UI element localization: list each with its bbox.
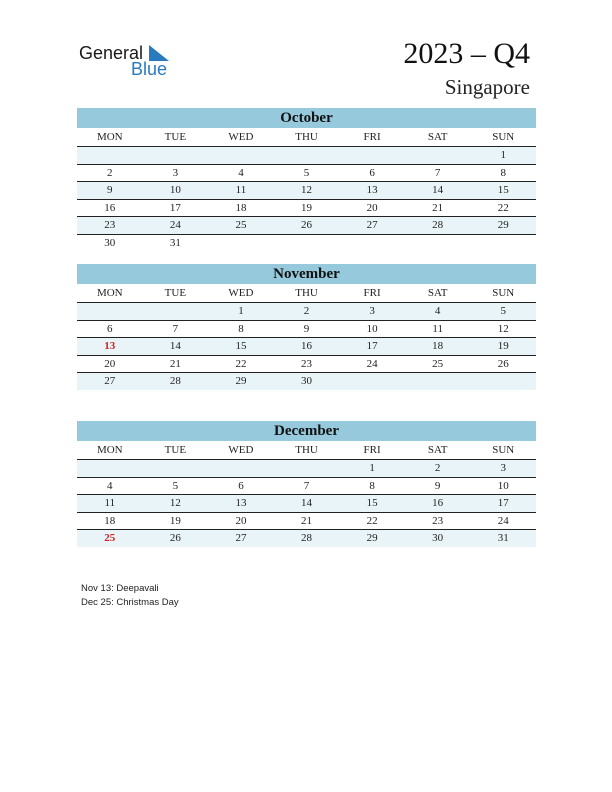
weekday-label: THU: [295, 131, 318, 143]
day-cell: 7: [172, 322, 179, 335]
week-row: [77, 530, 536, 547]
day-cell: 17: [169, 201, 181, 214]
weekday-label: SAT: [427, 131, 448, 143]
day-cell: 29: [235, 375, 247, 387]
day-cell: 28: [432, 219, 444, 231]
day-cell: 1: [238, 305, 244, 317]
day-cell: 19: [169, 514, 181, 527]
day-cell: 12: [301, 184, 313, 196]
day-cell: 26: [301, 219, 313, 231]
day-cell: 15: [497, 184, 509, 196]
month-december: [77, 421, 536, 547]
weekday-label: SUN: [492, 287, 515, 299]
day-cell: 17: [366, 340, 378, 352]
weekday-label: THU: [295, 444, 318, 456]
day-cell: 18: [432, 340, 444, 352]
day-cell: 16: [104, 201, 116, 214]
day-cell: 27: [366, 219, 378, 231]
day-cell: 9: [107, 184, 113, 196]
day-cell: 4: [434, 305, 441, 317]
page-title: 2023 – Q4: [403, 37, 530, 70]
day-cell: 2: [303, 305, 310, 317]
day-cell: 22: [235, 357, 247, 370]
day-cell: 17: [497, 497, 509, 509]
day-cell: 20: [235, 514, 247, 527]
day-cell: 25: [432, 357, 444, 370]
day-cell: 2: [107, 166, 113, 179]
day-cell: [274, 235, 340, 252]
day-cell: [77, 303, 143, 320]
day-cell: 3: [172, 166, 179, 179]
weekday-label: WED: [228, 444, 254, 456]
day-cell: 11: [235, 184, 247, 196]
month-header: November: [77, 264, 536, 284]
day-cell: 10: [169, 184, 181, 196]
day-cell: 31: [169, 236, 181, 249]
day-cell: 1: [500, 149, 506, 161]
day-cell: 25: [104, 532, 116, 544]
day-cell: 7: [434, 166, 441, 179]
day-cell: 13: [104, 340, 116, 352]
week-row: [77, 182, 536, 200]
month-october: [77, 108, 536, 251]
day-cell: [143, 303, 209, 320]
day-cell: 5: [303, 166, 310, 179]
holiday-notes: [81, 582, 179, 610]
day-cell: 14: [169, 340, 181, 352]
day-cell: 5: [500, 305, 506, 317]
week-row: [77, 217, 536, 235]
day-cell: 20: [366, 201, 378, 214]
day-cell: 27: [235, 532, 247, 544]
weekday-label: TUE: [164, 287, 187, 299]
day-cell: 11: [432, 322, 443, 335]
day-cell: 15: [366, 497, 378, 509]
day-cell: 6: [369, 166, 375, 179]
page-subtitle: Singapore: [444, 75, 530, 99]
day-cell: 28: [301, 532, 313, 544]
day-cell: 18: [235, 201, 247, 214]
day-cell: [274, 147, 340, 164]
weekday-label: SUN: [492, 131, 515, 143]
day-cell: 10: [366, 322, 378, 335]
day-cell: 24: [497, 514, 509, 527]
week-row: [77, 460, 536, 478]
week-row: [77, 147, 536, 165]
day-cell: 8: [369, 479, 375, 492]
day-cell: 19: [301, 201, 313, 214]
day-cell: [274, 460, 340, 477]
logo: [79, 42, 179, 82]
day-cell: [405, 147, 471, 164]
month-header: December: [77, 421, 536, 441]
weekday-label: TUE: [164, 131, 187, 143]
weekday-label: WED: [228, 131, 254, 143]
week-row: [77, 478, 536, 496]
day-cell: [470, 373, 536, 390]
weekday-label: SUN: [492, 444, 515, 456]
day-cell: 31: [497, 532, 509, 544]
day-cell: 14: [301, 497, 313, 509]
day-cell: 22: [366, 514, 378, 527]
day-cell: 9: [303, 322, 310, 335]
day-cell: 30: [104, 236, 116, 249]
day-cell: 19: [497, 340, 509, 352]
day-cell: 3: [500, 462, 506, 474]
day-cell: 13: [366, 184, 378, 196]
week-row: [77, 495, 536, 513]
weekday-label: FRI: [363, 287, 381, 299]
day-cell: 30: [432, 532, 444, 544]
day-cell: 29: [497, 219, 509, 231]
day-cell: 28: [169, 375, 181, 387]
weekday-header-row: [77, 441, 536, 460]
weekday-label: MON: [96, 287, 123, 299]
weekday-label: SAT: [427, 444, 448, 456]
day-cell: 24: [366, 357, 378, 370]
week-row: [77, 513, 536, 531]
day-cell: 13: [235, 497, 247, 509]
day-cell: 4: [238, 166, 244, 179]
weekday-label: FRI: [363, 131, 381, 143]
day-cell: 26: [169, 532, 181, 544]
day-cell: 10: [497, 479, 509, 492]
week-row: [77, 235, 536, 252]
month-november: [77, 264, 536, 390]
logo-blue-text: Blue: [131, 59, 168, 79]
day-cell: 12: [169, 497, 181, 509]
day-cell: 5: [172, 479, 179, 492]
weekday-header-row: [77, 128, 536, 147]
week-row: [77, 303, 536, 321]
holiday-note: Nov 13: Deepavali: [81, 583, 159, 594]
week-row: [77, 338, 536, 356]
day-cell: 21: [301, 514, 313, 527]
day-cell: [208, 460, 274, 477]
day-cell: [77, 460, 143, 477]
holiday-note: Dec 25: Christmas Day: [81, 597, 179, 608]
day-cell: 11: [104, 497, 116, 509]
day-cell: 26: [497, 357, 509, 370]
day-cell: [208, 235, 274, 252]
day-cell: 27: [104, 375, 116, 387]
day-cell: 23: [104, 219, 116, 231]
week-row: [77, 356, 536, 374]
day-cell: 16: [432, 497, 444, 509]
day-cell: 22: [497, 201, 509, 214]
day-cell: 20: [104, 357, 116, 370]
week-row: [77, 373, 536, 390]
day-cell: 6: [107, 322, 113, 335]
weekday-label: MON: [96, 444, 123, 456]
weekday-label: MON: [96, 131, 123, 143]
day-cell: [405, 373, 471, 390]
day-cell: 18: [104, 514, 116, 527]
day-cell: [208, 147, 274, 164]
week-row: [77, 321, 536, 339]
day-cell: 8: [238, 322, 244, 335]
day-cell: [339, 373, 405, 390]
day-cell: 3: [369, 305, 375, 317]
weekday-label: THU: [295, 287, 318, 299]
week-row: [77, 200, 536, 218]
week-row: [77, 165, 536, 183]
day-cell: 1: [369, 462, 375, 474]
day-cell: [143, 147, 209, 164]
day-cell: 8: [500, 166, 506, 179]
day-cell: [77, 147, 143, 164]
day-cell: 4: [107, 479, 113, 492]
day-cell: 23: [432, 514, 444, 527]
day-cell: 15: [235, 340, 247, 352]
day-cell: 21: [432, 201, 444, 214]
weekday-label: SAT: [427, 287, 448, 299]
month-header: October: [77, 108, 536, 128]
day-cell: 23: [301, 357, 313, 370]
day-cell: 21: [169, 357, 181, 370]
day-cell: 14: [432, 184, 444, 196]
weekday-label: TUE: [164, 444, 187, 456]
day-cell: [143, 460, 209, 477]
day-cell: 30: [301, 375, 313, 387]
day-cell: 29: [366, 532, 378, 544]
day-cell: [470, 235, 536, 252]
day-cell: 9: [434, 479, 441, 492]
weekday-label: FRI: [363, 444, 381, 456]
day-cell: 7: [303, 479, 310, 492]
day-cell: 25: [235, 219, 247, 231]
day-cell: [339, 235, 405, 252]
day-cell: 24: [169, 219, 181, 231]
day-cell: 12: [497, 322, 509, 335]
logo-general-text: General: [79, 43, 144, 63]
day-cell: 6: [238, 479, 244, 492]
day-cell: [405, 235, 471, 252]
weekday-label: WED: [228, 287, 254, 299]
weekday-header-row: [77, 284, 536, 303]
day-cell: [339, 147, 405, 164]
day-cell: 2: [434, 462, 441, 474]
day-cell: 16: [301, 340, 313, 352]
